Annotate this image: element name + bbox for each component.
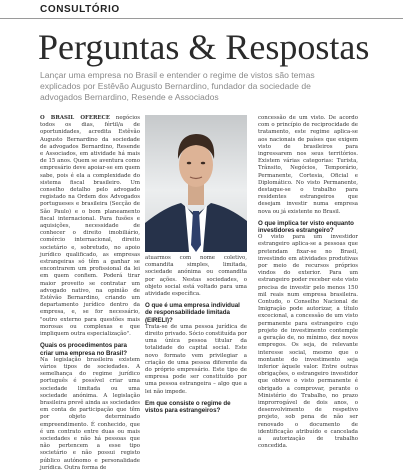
lead-in: O BRASIL OFERECE <box>40 115 110 121</box>
paragraph-text: concessão de um visto. De acordo com o princípio de reciprocidade de tratamento, este regime aplica-se aos nacionais de países que exigem visto de brasileiros para ingressarem nos seus territórios. Existem várias categorias: Turista, Trânsito, Negócios, Temporário, Permanente, Cortesia, Oficial e Diplomático. No visto Permanente, destaque-se o trabalho para residentes estrangeiros que desejam investir numa empresa nova ou já existente no Brasil. <box>258 115 358 215</box>
paragraph-text: atuarmos com nome coletivo, comandita simples, limitada, sociedade anónima ou comandita por ações. Nestas sociedades, o objeto social está voltado para uma atividade específica. <box>145 255 247 298</box>
text-column-3 <box>258 115 358 450</box>
question-heading: Quais os procedimentos para criar uma empresa no Brasil? <box>40 342 128 357</box>
portrait-icon <box>145 115 247 252</box>
answer-text: Na legislação brasileira existem vários tipos de sociedades. A semelhança do regime jurídico português é possível criar uma sociedade limitada ou uma sociedade anónima. A legislação brasileira prevê ainda as sociedades em conta de participação que têm por objeto determinado empreendimento. É conhecido, que é um contrato entre duas ou mais sociedades e não há pessoas que não pertencem a esse tipo societário e não possui registo público autónomo e personalidade jurídica. Outra forma de <box>40 356 140 471</box>
section-label: CONSULTÓRIO <box>40 4 120 15</box>
question-heading: O que é uma empresa individual de responsabilidade limitada (EIRELI)? <box>145 302 240 324</box>
article-deck: Lançar uma empresa no Brasil e entender o regime de vistos são temas explicados por Estêvão Augusto Bernardino, fundador da sociedade de advogados Bernardino, Resende e Associados <box>40 70 315 102</box>
paragraph <box>40 115 140 338</box>
answer-text: O visto para um investidor estrangeiro aplica-se a pessoas que pretendam fixar-se no Brasil, investindo em atividades produtivas por meio de recursos próprios vindos do exterior. Para um estrangeiro poder receber este visto precisa de investir pelo menos 150 mil reais num empresa brasileira. Contudo, o Conselho Nacional de Imigração pode autorizar, a título excecional, a concessão de um visto permanente para estrangeiro cujo projeto de investimento contemple a geração de, no mínimo, dez novos empregos. Os seja, de relevante interesse social, mesmo que o montante do investimento seja inferior àquele valor. Entre outras obrigações, o estrangeiro investidor que obteve o visto permanente é obrigado a comprovar, perante o Ministério do Trabalho, no prazo improrrogável de dois anos, o desenvolvimento de respetivo projeto, sob pena de não ser renovado o documento de identificação atribuído e cancelada a autorização de trabalho concedida. <box>258 234 358 450</box>
portrait-photo <box>145 115 247 252</box>
question-heading: Em que consiste o regime de vistos para estrangeiros? <box>145 399 231 415</box>
question-heading: O que implica ter visto enquanto investidores estrangeiro? <box>258 219 354 235</box>
page-title: Perguntas & Respostas <box>38 27 370 67</box>
answer-text: Trata-se de uma pessoa jurídica de direito privado. Sócio constituída por uma única pessoa titular da totalidade do capital social. Este novo formato vem privilegiar a criação de uma pessoa diferente da do próprio empresário. Este tipo de empresa pode ser constituído por uma pessoa estrangeira – algo que a lei não impede. <box>145 323 247 395</box>
text-column-1 <box>40 115 141 471</box>
top-divider <box>0 18 403 19</box>
paragraph-text: negócios todos os dias, fértil/a de oportunidades, acredita Estêvão Augusto Bernardino da sociedade de advogados Bernardino, Resende e Associados, em atividade há mais de 15 anos. Quem se aventura como empresário deve apoiar-se em quem sabe, pois é ela a complexidade do sistema fiscal brasileiro. Um conselho detalho pelo advogado registado na Ordem dos Advogados portugueses e brasileira (Secção de São Paulo) e o bom planeamento fiscal internacional. Para fusões e aquisições, necessidade de conhecer o direito imobiliário, comércio internacional, direito societário e, sobretudo, no apoio jurídico qualificado, as empresas estrangeiras só têm a ganhar se encontrarem um profissional da lei em quem confiem. Poderá tirar maior proveito se contratar um advogado nativo, na opinião de Estêvão Bernardino, criando um departamento jurídico dentro da empresa, e, se for necessário, "outro externo para questões mais morosas ou complexas e que impliquem outra especialização". <box>40 115 141 338</box>
text-column-2 <box>145 255 247 415</box>
